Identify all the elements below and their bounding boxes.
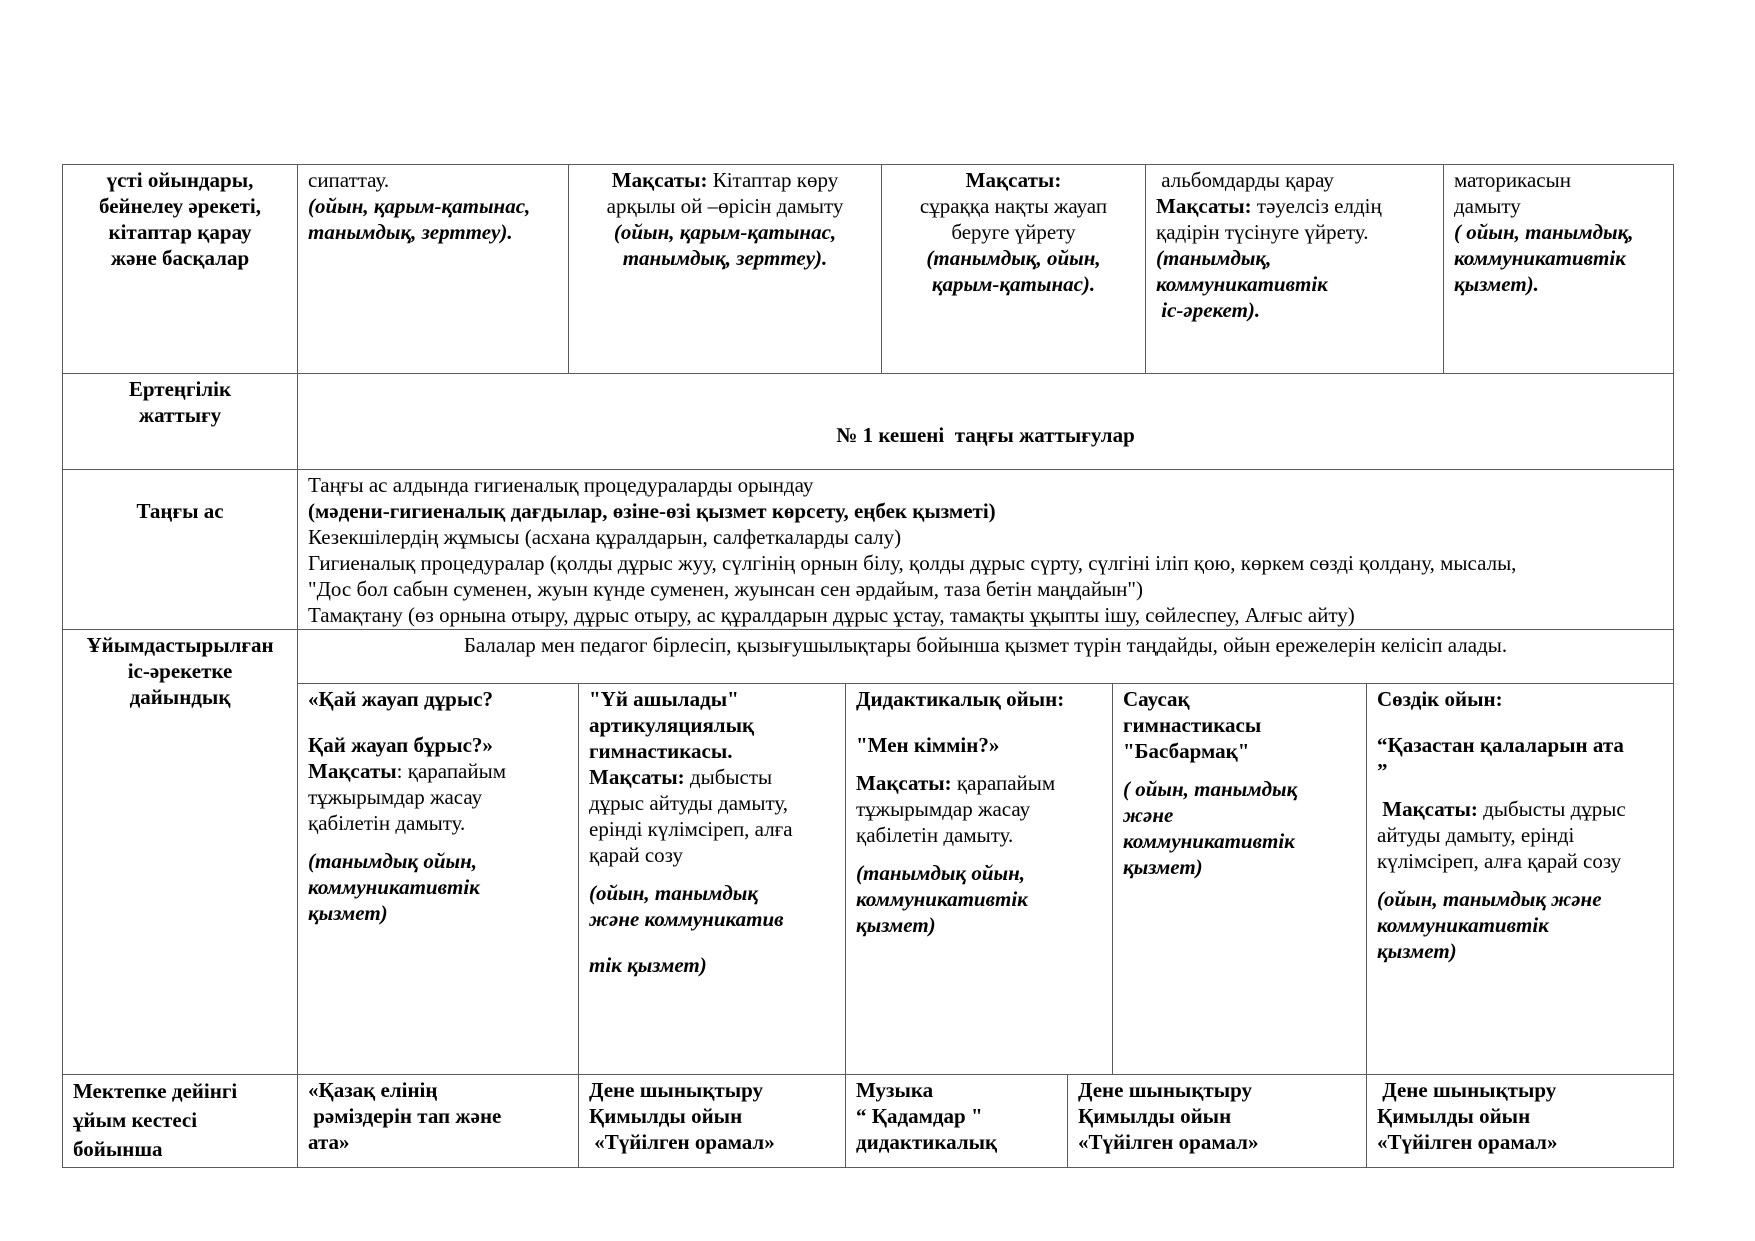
schedule-line: ата» [308,1130,350,1154]
game-title: Сөздік ойын: [1377,687,1503,711]
goal-text: қабілетін дамыту. [308,811,466,835]
activity-tags: танымдық, зерттеу). [622,246,828,270]
label-line: Ұйымдастырылған [86,633,274,657]
activity-tags: қарым-қатынас). [931,272,1096,296]
goal-text: күлімсіреп, алға қарай созу [1377,849,1622,873]
game-title: "Үй ашылады" [589,687,739,711]
game-title: “Қазастан қалаларын ата [1377,733,1624,757]
goal-text: : қарапайым [396,759,507,783]
breakfast-line: Тамақтану (өз орнына отыру, дұрыс отыру, ас құралдарын дұрыс ұстау, тамақты ұқыпты ішу, сөйлеспеу, Алғыс айту) [308,603,1355,627]
label-line: Ертеңгілік [128,377,232,401]
activity-tags: қызмет) [308,901,388,925]
schedule-line: «Түйілген орамал» [1078,1130,1259,1154]
activity-tags: (ойын, танымдық [589,881,758,905]
row2-label-cell [62,373,298,470]
schedule-line: Қимылды ойын [1377,1104,1531,1128]
goal-text: тұжырымдар жасау [308,785,483,809]
exercise-complex-title: № 1 кешені таңғы жаттығулар [836,423,1135,447]
row5-label-cell [62,1074,298,1168]
schedule-cell-2 [578,1074,846,1168]
activity-tags: ( ойын, танымдық [1123,777,1298,801]
activity-tags: коммуникативтік [856,887,1028,911]
goal-label: Мақсаты: [589,765,685,789]
spacer [1123,764,1356,776]
game-card-5 [1366,683,1674,1075]
goal-text: ерінді күлімсіреп, алға [589,817,793,841]
activity-tags: (ойын, қарым-қатынас, [613,220,837,244]
game-card-4 [1112,683,1367,1075]
label-line: және басқалар [110,246,250,270]
goal-text: қарапайым [951,771,1056,795]
activity-tags: (танымдық, [1156,246,1272,270]
spacer [1377,712,1663,732]
schedule-line: Музыка [856,1078,934,1102]
cell-text: маторикасын [1454,168,1571,192]
cell-text: арқылы ой –өрісін дамыту [606,194,844,218]
preparation-intro-cell [297,629,1674,684]
game-card-1 [297,683,579,1075]
spacer [308,712,568,732]
game-card-3 [845,683,1113,1075]
schedule-line: “ Қадамдар " [856,1104,983,1128]
breakfast-line: "Дос бол сабын суменен, жуын күнде суменен, жуынсан сен әрдайым, таза бетін маңдайын") [308,577,1143,601]
schedule-line: «Қазақ елінің [308,1078,438,1102]
activity-tags: қызмет). [1454,272,1539,296]
game-title: ” [1377,759,1388,783]
game-title: артикуляциялық [589,713,755,737]
row1-cell-4 [1145,164,1444,374]
row4-label-cell [62,629,298,1075]
label-line: ұйым кестесі [73,1108,198,1132]
spacer [856,848,1102,860]
label-line: іс-әрекетке [127,659,233,683]
label-line: Мектепке дейінгі [73,1079,238,1103]
schedule-line: Қимылды ойын [1078,1104,1232,1128]
game-title: Қай жауап бұрыс?» [308,733,493,757]
row1-cell-1 [297,164,569,374]
morning-exercise-cell [297,373,1674,470]
schedule-line: Дене шынықтыру [1377,1078,1557,1102]
preparation-intro-text: Балалар мен педагог бірлесіп, қызығушылықтары бойынша қызмет түрін таңдайды, ойын ережелерін келісіп алады. [463,633,1508,657]
schedule-line: Қимылды ойын [589,1104,743,1128]
game-title: гимнастикасы [1123,713,1262,737]
activity-tags: және коммуникатив [589,907,784,931]
activity-tags: танымдық, зерттеу). [308,220,513,244]
activity-tags: іс-әрекет). [1156,298,1261,322]
goal-label: Мақсаты: [1156,194,1252,218]
breakfast-cell [297,469,1674,630]
breakfast-line: Таңғы ас алдында гигиеналық процедураларды орындау [308,473,814,497]
activity-tags: коммуникативтік [1156,272,1328,296]
game-title: "Мен кіммін?» [856,733,1000,757]
spacer [856,712,1102,732]
spacer [1377,874,1663,886]
activity-tags: (танымдық ойын, [308,849,477,873]
activity-tags: қызмет) [856,913,936,937]
cell-text: сипаттау. [308,168,390,192]
label-line: дайындық [129,685,231,709]
row1-cell-5 [1443,164,1674,374]
game-card-2 [578,683,846,1075]
activity-tags: коммуникативтік [1123,829,1295,853]
goal-text: дұрыс айтуды дамыту, [589,791,788,815]
activity-tags: (танымдық ойын, [856,861,1025,885]
goal-label: Мақсаты: [856,771,952,795]
breakfast-line: Кезекшілердің жұмысы (асхана құралдарын, салфеткаларды салу) [308,525,902,549]
goal-label: Мақсаты: [1377,797,1478,821]
label-line: үсті ойындары, [106,168,254,192]
goal-text: тәуелсіз елдің [1251,194,1382,218]
cell-text: дамыту [1454,194,1521,218]
spacer [589,868,835,880]
cell-text: альбомдарды қарау [1156,168,1334,192]
label-line: бейнелеу әрекеті, [98,194,261,218]
activity-tags: қызмет) [1377,939,1457,963]
goal-text: дыбысты дұрыс [1477,797,1626,821]
goal-text: Кітаптар көру [707,168,839,192]
goal-label: Мақсаты [308,759,397,783]
breakfast-line: Гигиеналық процедуралар (қолды дұрыс жуу, сүлгінің орнын білу, қолды дұрыс сүрту, сүлгіні іліп қою, көркем сөзді қолдану, мысалы, [308,551,1517,575]
schedule-cell-3 [845,1074,1068,1168]
label-line: бойынша [73,1137,163,1161]
activity-tags: коммуникативтік [308,875,480,899]
spacer [308,836,568,848]
cell-text: қадірін түсінуге үйрету. [1156,220,1369,244]
game-title: «Қай жауап дұрыс? [308,687,494,711]
activity-tags: (ойын, танымдық және [1377,887,1602,911]
goal-label: Мақсаты: [611,168,708,192]
schedule-cell-1 [297,1074,579,1168]
activity-tags: тік қызмет) [589,953,707,977]
game-title: гимнастикасы. [589,739,733,763]
activity-tags: және [1123,803,1174,827]
schedule-line: рәміздерін тап және [308,1104,502,1128]
spacer [856,758,1102,770]
activity-tags: ( ойын, танымдық, [1454,220,1634,244]
spacer [1377,784,1663,796]
label-line: Таңғы ас [136,499,224,523]
goal-label: Мақсаты: [965,168,1062,192]
label-line: жаттығу [138,403,222,427]
activity-tags: (танымдық, ойын, [926,246,1101,270]
cell-text: беруге үйрету [951,220,1076,244]
schedule-line: Дене шынықтыру [589,1078,764,1102]
goal-text: қарай созу [589,843,684,867]
row3-label-cell [62,469,298,630]
schedule-line: «Түйілген орамал» [589,1130,775,1154]
schedule-cell-5 [1366,1074,1674,1168]
cell-text: сұраққа нақты жауап [919,194,1108,218]
row1-label-cell [62,164,298,374]
row1-cell-2 [568,164,882,374]
spacer [589,932,835,952]
goal-text: айтуды дамыту, ерінді [1377,823,1575,847]
goal-text: дыбысты [684,765,773,789]
activity-tags: коммуникативтік [1454,246,1626,270]
schedule-cell-4 [1067,1074,1367,1168]
breakfast-line: (мәдени-гигиеналық дағдылар, өзіне-өзі қызмет көрсету, еңбек қызметі) [308,499,996,523]
schedule-line: «Түйілген орамал» [1377,1130,1558,1154]
goal-text: қабілетін дамыту. [856,823,1014,847]
activity-tags: (ойын, қарым-қатынас, [308,194,531,218]
game-title: "Басбармақ" [1123,739,1250,763]
schedule-line: Дене шынықтыру [1078,1078,1253,1102]
label-line: кітаптар қарау [108,220,252,244]
game-title: Саусақ [1123,687,1190,711]
activity-tags: коммуникативтік [1377,913,1549,937]
schedule-line: дидактикалық [856,1130,998,1154]
game-title: Дидактикалық ойын: [856,687,1065,711]
activity-tags: қызмет) [1123,855,1203,879]
row1-cell-3 [881,164,1146,374]
goal-text: тұжырымдар жасау [856,797,1031,821]
